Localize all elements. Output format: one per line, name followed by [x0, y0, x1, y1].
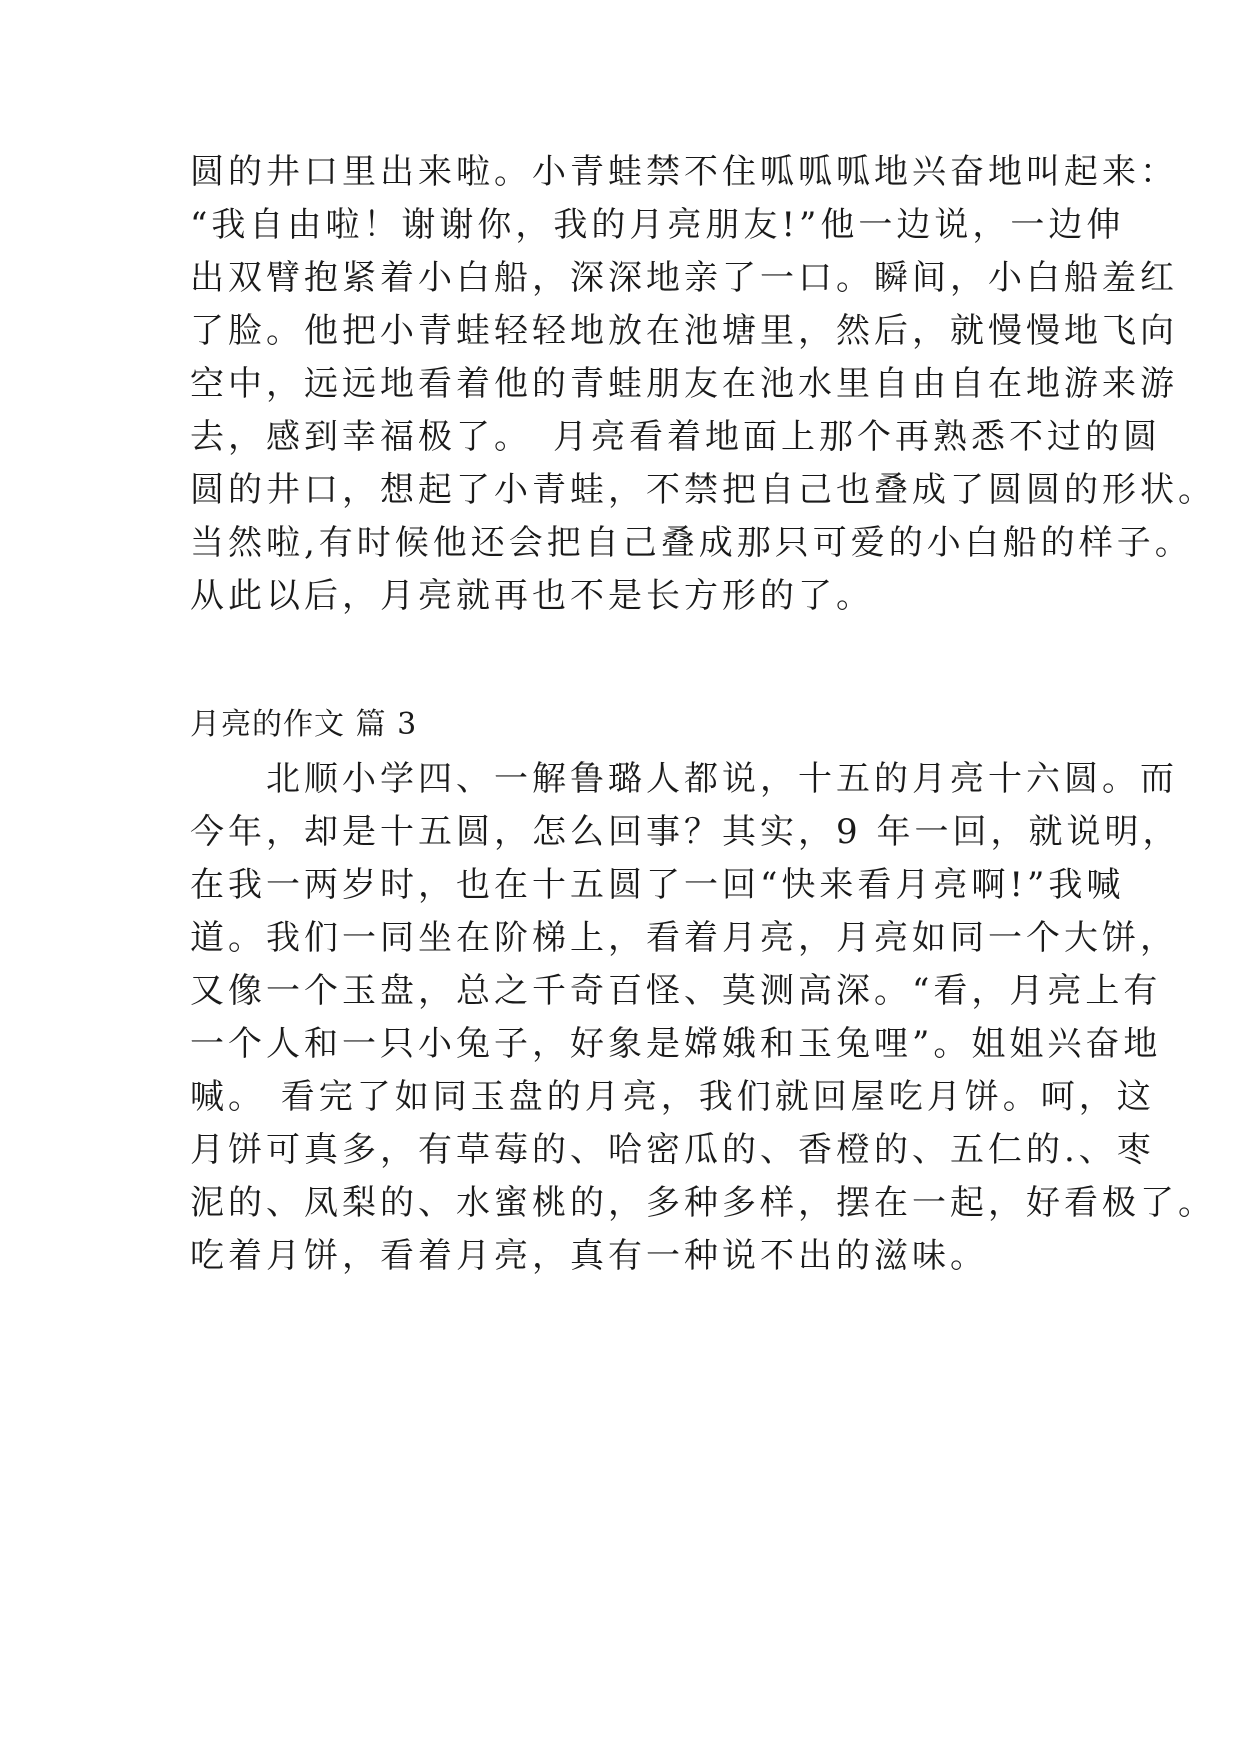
- paragraph-line: 从此以后，月亮就再也不是长方形的了。: [190, 576, 874, 616]
- paragraph-line: 空中，远远地看着他的青蛙朋友在池水里自由自在地游来游: [190, 364, 1178, 404]
- paragraph-line: 又像一个玉盘，总之千奇百怪、莫测高深。“看，月亮上有: [190, 971, 1162, 1011]
- paragraph-line: 今年，却是十五圆，怎么回事？其实，9 年一回，就说明，: [190, 812, 1181, 852]
- section-heading: 月亮的作文 篇 3: [190, 707, 418, 742]
- paragraph-line: 一个人和一只小兔子，好象是嫦娥和玉兔哩”。姐姐兴奋地: [190, 1024, 1162, 1064]
- paragraph-line: 在我一两岁时，也在十五圆了一回“快来看月亮啊!”我喊: [190, 865, 1125, 905]
- paragraph-line: 圆的井口，想起了小青蛙，不禁把自己也叠成了圆圆的形状。: [190, 470, 1216, 510]
- paragraph-line: 去，感到幸福极了。 月亮看着地面上那个再熟悉不过的圆: [190, 417, 1161, 457]
- paragraph-line: 了脸。他把小青蛙轻轻地放在池塘里，然后，就慢慢地飞向: [190, 311, 1178, 351]
- paragraph-line: “我自由啦！谢谢你，我的月亮朋友!”他一边说，一边伸: [190, 205, 1125, 245]
- paragraph-line: 道。我们一同坐在阶梯上，看着月亮，月亮如同一个大饼，: [190, 918, 1178, 958]
- paragraph-line: 月饼可真多，有草莓的、哈密瓜的、香橙的、五仁的.、枣: [190, 1130, 1155, 1170]
- paragraph-line: 泥的、凤梨的、水蜜桃的，多种多样，摆在一起，好看极了。: [190, 1183, 1216, 1223]
- paragraph-line: 喊。 看完了如同玉盘的月亮，我们就回屋吃月饼。呵，这: [190, 1077, 1155, 1117]
- paragraph-line: 出双臂抱紧着小白船，深深地亲了一口。瞬间，小白船羞红: [190, 258, 1178, 298]
- paragraph-line: 当然啦,有时候他还会把自己叠成那只可爱的小白船的样子。: [190, 523, 1193, 563]
- paragraph-line: 吃着月饼，看着月亮，真有一种说不出的滋味。: [190, 1236, 988, 1276]
- paragraph-line: 北顺小学四、一解鲁璐人都说，十五的月亮十六圆。而: [190, 759, 1178, 799]
- paragraph-line: 圆的井口里出来啦。小青蛙禁不住呱呱呱地兴奋地叫起来：: [190, 152, 1178, 192]
